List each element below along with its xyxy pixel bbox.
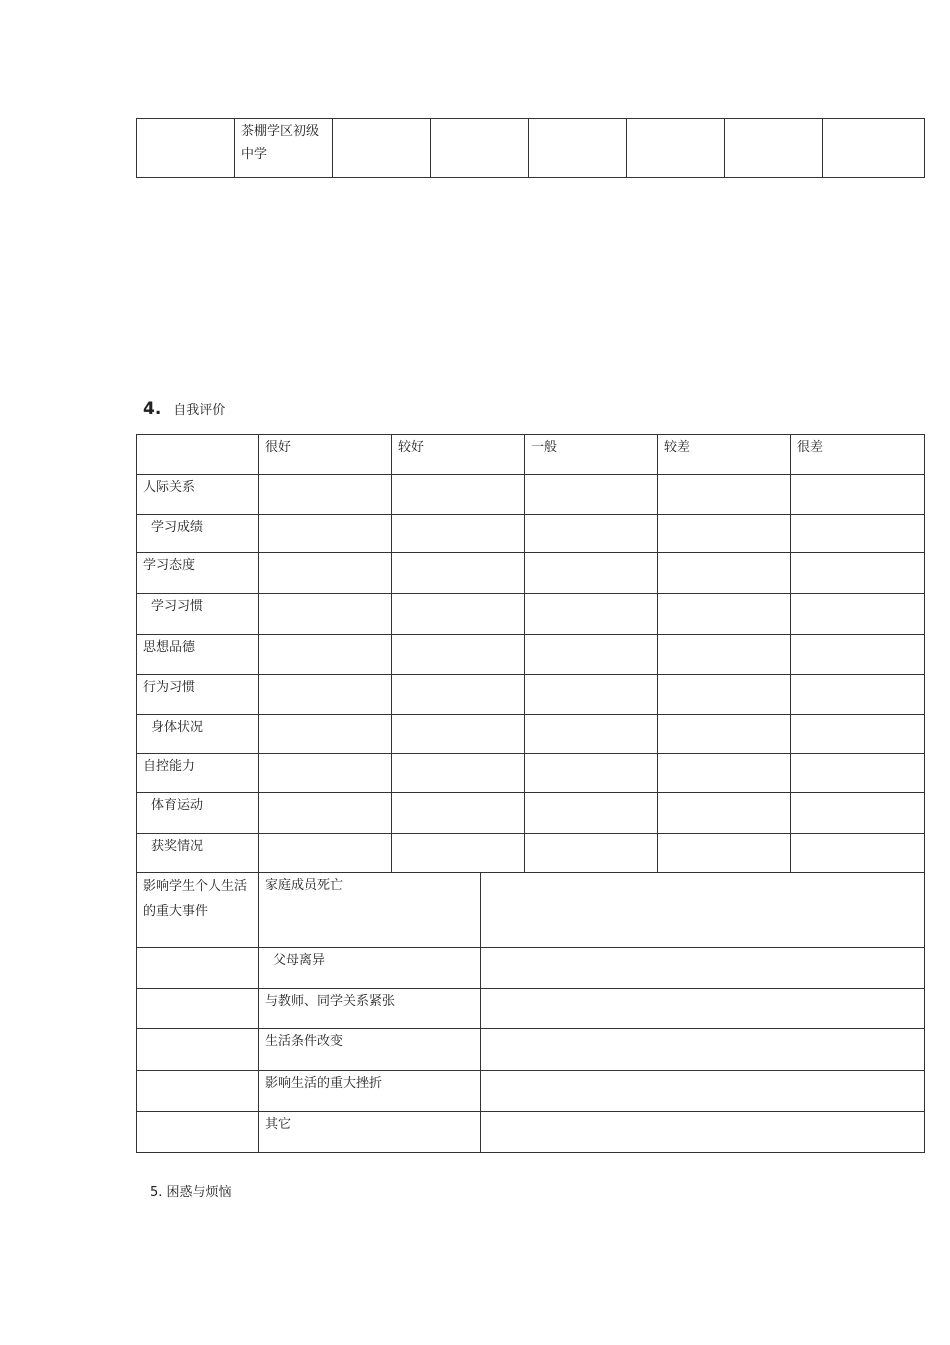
table-row (137, 793, 925, 834)
table-cell (137, 119, 235, 178)
rating-cell (791, 834, 925, 873)
rating-cell (525, 515, 658, 553)
rating-cell (525, 754, 658, 793)
rating-cell (791, 754, 925, 793)
table-row (137, 635, 925, 675)
rating-cell (658, 515, 791, 553)
row-label: 获奖情况 (137, 834, 259, 873)
event-label: 影响生活的重大挫折 (259, 1071, 481, 1112)
rating-cell (392, 475, 525, 515)
table-cell (627, 119, 725, 178)
section-4-heading (143, 396, 225, 424)
rating-cell (658, 635, 791, 675)
rating-cell (392, 675, 525, 715)
table-cell (333, 119, 431, 178)
table-row (137, 475, 925, 515)
event-value-cell (481, 873, 925, 948)
corner-cell (137, 435, 259, 475)
rating-cell (791, 594, 925, 635)
table-row (137, 515, 925, 553)
rating-cell (791, 715, 925, 754)
row-label: 学习态度 (137, 553, 259, 594)
column-header: 一般 (525, 435, 658, 475)
table-cell (725, 119, 823, 178)
event-row (137, 873, 925, 948)
rating-cell (525, 715, 658, 754)
school-info-table (136, 118, 925, 178)
rating-cell (658, 675, 791, 715)
column-header: 很好 (259, 435, 392, 475)
rating-cell (791, 475, 925, 515)
rating-cell (392, 553, 525, 594)
rating-cell (392, 515, 525, 553)
event-label: 与教师、同学关系紧张 (259, 989, 481, 1029)
table-row (137, 754, 925, 793)
rating-cell (525, 594, 658, 635)
rating-cell (791, 635, 925, 675)
rating-cell (259, 754, 392, 793)
table-row (137, 834, 925, 873)
rating-cell (392, 715, 525, 754)
rating-cell (259, 793, 392, 834)
event-blank-cell (137, 989, 259, 1029)
row-label: 自控能力 (137, 754, 259, 793)
table-row (137, 715, 925, 754)
event-value-cell (481, 1071, 925, 1112)
table-row (137, 553, 925, 594)
event-blank-cell (137, 1029, 259, 1071)
rating-cell (259, 475, 392, 515)
table-cell (529, 119, 627, 178)
rating-cell (525, 635, 658, 675)
row-label: 身体状况 (137, 715, 259, 754)
table-row (137, 594, 925, 635)
event-row (137, 1071, 925, 1112)
rating-cell (259, 635, 392, 675)
event-label: 家庭成员死亡 (259, 873, 481, 948)
event-blank-cell (137, 948, 259, 989)
rating-cell (791, 793, 925, 834)
rating-cell (392, 793, 525, 834)
rating-cell (259, 715, 392, 754)
event-blank-cell (137, 1112, 259, 1153)
row-label: 思想品德 (137, 635, 259, 675)
rating-cell (658, 754, 791, 793)
rating-cell (658, 475, 791, 515)
event-blank-cell (137, 1071, 259, 1112)
row-label: 学习成绩 (137, 515, 259, 553)
event-label: 其它 (259, 1112, 481, 1153)
section-number: 4. (143, 399, 162, 419)
section-title: 自我评价 (173, 403, 226, 418)
rating-cell (392, 754, 525, 793)
column-header: 很差 (791, 435, 925, 475)
rating-cell (525, 475, 658, 515)
table-row (137, 675, 925, 715)
rating-cell (791, 675, 925, 715)
event-value-cell (481, 989, 925, 1029)
rating-cell (259, 594, 392, 635)
event-row (137, 948, 925, 989)
event-value-cell (481, 1029, 925, 1071)
rating-cell (658, 594, 791, 635)
table-cell (431, 119, 529, 178)
section-5-heading: 5. 困惑与烦恼 (150, 1185, 232, 1200)
row-label: 行为习惯 (137, 675, 259, 715)
row-label: 人际关系 (137, 475, 259, 515)
rating-cell (658, 793, 791, 834)
rating-cell (791, 515, 925, 553)
rating-cell (525, 834, 658, 873)
row-label: 学习习惯 (137, 594, 259, 635)
rating-cell (392, 635, 525, 675)
column-header: 较好 (392, 435, 525, 475)
rating-cell (392, 594, 525, 635)
table-row (137, 119, 925, 178)
self-evaluation-table (136, 434, 925, 1153)
event-label: 父母离异 (259, 948, 481, 989)
event-row (137, 989, 925, 1029)
event-label: 生活条件改变 (259, 1029, 481, 1071)
rating-cell (791, 553, 925, 594)
rating-cell (259, 553, 392, 594)
column-header: 较差 (658, 435, 791, 475)
rating-cell (525, 553, 658, 594)
event-row (137, 1112, 925, 1153)
events-header: 影响学生个人生活的重大事件 (137, 873, 259, 948)
rating-cell (259, 675, 392, 715)
rating-cell (658, 715, 791, 754)
rating-cell (658, 834, 791, 873)
rating-cell (525, 675, 658, 715)
table-cell (823, 119, 925, 178)
rating-cell (259, 834, 392, 873)
event-row (137, 1029, 925, 1071)
rating-cell (658, 553, 791, 594)
rating-cell (259, 515, 392, 553)
row-label: 体育运动 (137, 793, 259, 834)
school-name-cell: 茶棚学区初级中学 (235, 119, 333, 178)
rating-cell (392, 834, 525, 873)
event-value-cell (481, 948, 925, 989)
event-value-cell (481, 1112, 925, 1153)
header-row (137, 435, 925, 475)
rating-cell (525, 793, 658, 834)
